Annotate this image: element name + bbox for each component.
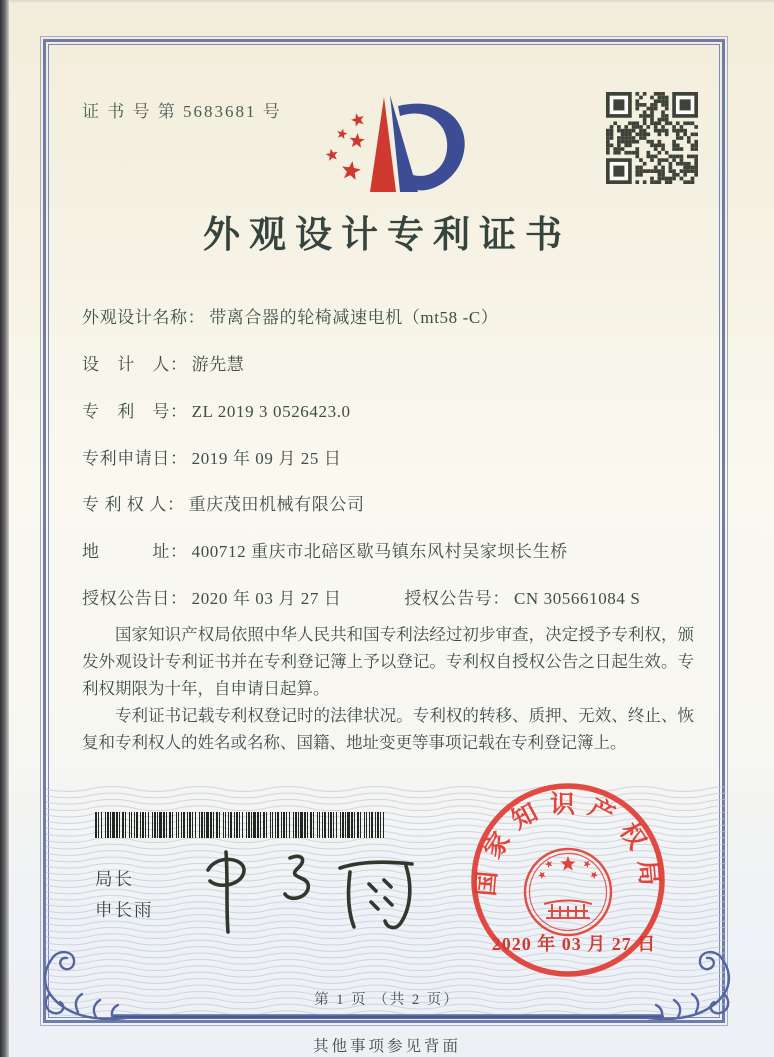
legal-paragraph-1: 国家知识产权局依照中华人民共和国专利法经过初步审查，决定授予专利权，颁发外观设计专利证书并在专利登记簿上予以登记。专利权自授权公告之日起生效。专利权期限为十年，自申请日起算。 — [82, 625, 694, 698]
field-address: 地 址： 400712 重庆市北碚区歇马镇东风村吴家坝长生桥 — [82, 542, 568, 561]
scan-top-shadow — [0, 0, 774, 3]
field-design-name: 外观设计名称： 带离合器的轮椅减速电机（mt58 -C） — [82, 308, 499, 327]
barcode-icon — [95, 812, 387, 839]
qr-code-icon — [606, 92, 698, 184]
page-indicator: 第 1 页 （共 2 页） — [314, 992, 460, 1008]
certificate-title: 外观设计专利证书 — [203, 215, 571, 256]
scan-left-edge — [0, 0, 9, 1057]
field-patentee: 专 利 权 人： 重庆茂田机械有限公司 — [82, 495, 365, 514]
seal-date: 2020 年 03 月 27 日 — [491, 934, 657, 954]
certificate-number: 证 书 号 第 5683681 号 — [82, 102, 282, 121]
field-filing-date: 专利申请日： 2019 年 09 月 25 日 — [82, 449, 342, 468]
field-grant-number-value: CN 305661084 S — [513, 589, 641, 608]
handwritten-signature-icon — [198, 840, 448, 940]
back-side-note: 其他事项参见背面 — [312, 1038, 461, 1055]
cnipa-logo-icon — [320, 70, 490, 210]
legal-text — [82, 621, 694, 756]
field-grant-date-and-number: 授权公告日： 2020 年 03 月 27 日 授权公告号： CN 305661084 S — [82, 589, 641, 608]
svg-text:国家知识产权局: 国家知识产权局 — [472, 791, 664, 898]
field-designer: 设 计 人： 游先慧 — [82, 355, 245, 374]
bottom-ornament-line — [112, 1014, 664, 1019]
field-grant-number-label: 授权公告号： — [404, 589, 510, 608]
corner-flourish-right-icon — [646, 942, 738, 1030]
field-patent-number: 专 利 号： ZL 2019 3 0526423.0 — [82, 402, 351, 421]
signer-title: 局长 — [95, 869, 134, 889]
signer-name: 申长雨 — [95, 900, 154, 920]
legal-paragraph-2: 专利证书记载专利权登记时的法律状况。专利权的转移、质押、无效、终止、恢复和专利权人的姓名或名称、国籍、地址变更等事项记载在专利登记簿上。 — [82, 706, 694, 752]
corner-flourish-left-icon — [36, 942, 128, 1030]
